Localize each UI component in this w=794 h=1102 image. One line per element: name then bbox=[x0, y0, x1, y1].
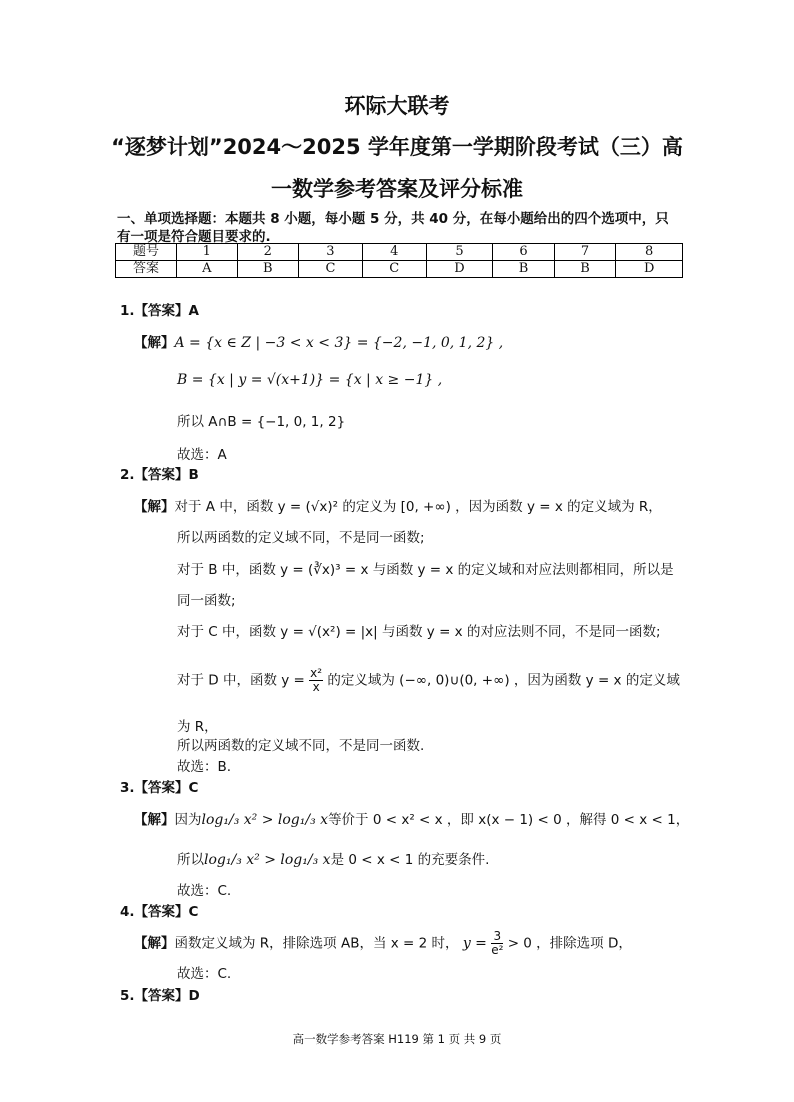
q1-solution-line2 bbox=[177, 372, 442, 388]
answer-table bbox=[115, 243, 683, 278]
q4-fraction bbox=[491, 930, 503, 957]
table-cell: A bbox=[177, 261, 238, 278]
table-cell: 4 bbox=[362, 244, 426, 261]
table-cell: B bbox=[237, 261, 299, 278]
q4-l1-pre: 函数定义域为 R，排除选项 AB，当 x = 2 时， bbox=[174, 935, 459, 952]
row-label: 答案 bbox=[116, 261, 177, 278]
solution-tag: 【解】 bbox=[134, 935, 175, 952]
table-cell: D bbox=[426, 261, 493, 278]
table-cell: 2 bbox=[237, 244, 299, 261]
page-footer: 高一数学参考答案 H119 第 1 页 共 9 页 bbox=[292, 1032, 502, 1046]
solution-tag: 【解】 bbox=[134, 499, 175, 515]
fraction-numerator: 3 bbox=[491, 930, 503, 944]
q3-l1-math: log₁/₃ x² > log₁/₃ x bbox=[201, 812, 329, 828]
table-row-numbers bbox=[116, 244, 683, 261]
table-cell: C bbox=[362, 261, 426, 278]
q3-l2-pre: 所以 bbox=[177, 852, 204, 868]
table-cell: 5 bbox=[426, 244, 493, 261]
q2-fraction bbox=[309, 667, 323, 694]
table-cell: 6 bbox=[493, 244, 555, 261]
table-cell: D bbox=[616, 261, 683, 278]
q3-line1 bbox=[134, 808, 689, 828]
q3-choice: 故选：C. bbox=[177, 883, 232, 899]
q3-l1-pre: 因为 bbox=[174, 812, 202, 828]
section-heading-line2: 有一项是符合题目要求的. bbox=[117, 229, 271, 245]
solution-tag: 【解】 bbox=[134, 335, 175, 351]
q2-line-d3: 所以两函数的定义域不同，不是同一函数. bbox=[177, 738, 425, 754]
q4-y: y = bbox=[462, 935, 487, 952]
q2-d1-pre: 对于 D 中，函数 y = bbox=[177, 672, 305, 689]
q2-line-d2: 为 R， bbox=[177, 719, 218, 735]
row-label: 题号 bbox=[116, 244, 177, 261]
table-cell: 7 bbox=[554, 244, 616, 261]
q4-choice: 故选：C. bbox=[177, 966, 232, 982]
q2-d1-post: 的定义域为 (−∞, 0)∪(0, +∞) ，因为函数 y = x 的定义域 bbox=[327, 672, 680, 689]
table-row-answers bbox=[116, 261, 683, 278]
q3-l2-math: log₁/₃ x² > log₁/₃ x bbox=[204, 852, 331, 868]
q3-l2-post: 是 0 < x < 1 的充要条件. bbox=[330, 852, 490, 868]
q1-choice: 故选：A bbox=[177, 447, 227, 463]
q2-line-d1 bbox=[177, 667, 680, 694]
q1-math-2: B = {x | y = √(x+1)} = {x | x ≥ −1} , bbox=[177, 372, 443, 388]
q4-line1 bbox=[134, 930, 632, 957]
fraction-denominator: e² bbox=[491, 943, 504, 957]
q2-line-c1: 对于 C 中，函数 y = √(x²) = |x| 与函数 y = x 的对应法则不同，不是同一函数; bbox=[177, 624, 661, 640]
q2-line-a1 bbox=[134, 495, 662, 515]
q1-solution-line3: 所以 A∩B = {−1, 0, 1, 2} bbox=[177, 414, 346, 430]
table-cell: B bbox=[554, 261, 616, 278]
q2-choice: 故选：B. bbox=[177, 759, 232, 775]
table-cell: 3 bbox=[299, 244, 363, 261]
table-cell: B bbox=[493, 261, 555, 278]
q4-l1-post: > 0 ，排除选项 D， bbox=[507, 935, 632, 952]
q5-answer-label: 5.【答案】D bbox=[120, 988, 200, 1004]
q2-text-a1: 对于 A 中，函数 y = (√x)² 的定义为 [0, +∞) ，因为函数 y = x 的定义域为 R， bbox=[174, 499, 662, 515]
exam-title-line2: 一数学参考答案及评分标准 bbox=[271, 177, 523, 201]
q1-solution-line1 bbox=[134, 331, 503, 351]
q2-line-b2: 同一函数; bbox=[177, 593, 236, 609]
solution-tag: 【解】 bbox=[134, 812, 175, 828]
table-cell: C bbox=[299, 261, 363, 278]
q3-l1-mid: 等价于 0 < x² < x ，即 x(x − 1) < 0 ，解得 0 < x < 1， bbox=[328, 812, 690, 828]
section-heading-line1: 一、单项选择题：本题共 8 小题，每小题 5 分，共 40 分，在每小题给出的四个选项中，只 bbox=[117, 211, 669, 227]
table-cell: 8 bbox=[616, 244, 683, 261]
q3-answer-label: 3.【答案】C bbox=[120, 780, 199, 796]
q2-answer-label: 2.【答案】B bbox=[120, 467, 199, 483]
fraction-numerator: x² bbox=[310, 666, 323, 680]
fraction-denominator: x bbox=[312, 680, 320, 694]
q4-answer-label: 4.【答案】C bbox=[120, 904, 199, 920]
q2-line-b1: 对于 B 中，函数 y = (∛x)³ = x 与函数 y = x 的定义域和对应法则都相同，所以是 bbox=[177, 562, 674, 578]
table-cell: 1 bbox=[177, 244, 238, 261]
q1-answer-label: 1.【答案】A bbox=[120, 303, 199, 319]
q3-line2 bbox=[177, 848, 489, 868]
q2-line-a2: 所以两函数的定义域不同，不是同一函数; bbox=[177, 530, 425, 546]
exam-title-line1: “逐梦计划”2024～2025 学年度第一学期阶段考试（三）高 bbox=[111, 135, 683, 159]
exam-org: 环际大联考 bbox=[344, 94, 450, 118]
q1-math-1: A = {x ∈ Z | −3 < x < 3} = {−2, −1, 0, 1, 2} , bbox=[174, 335, 504, 351]
